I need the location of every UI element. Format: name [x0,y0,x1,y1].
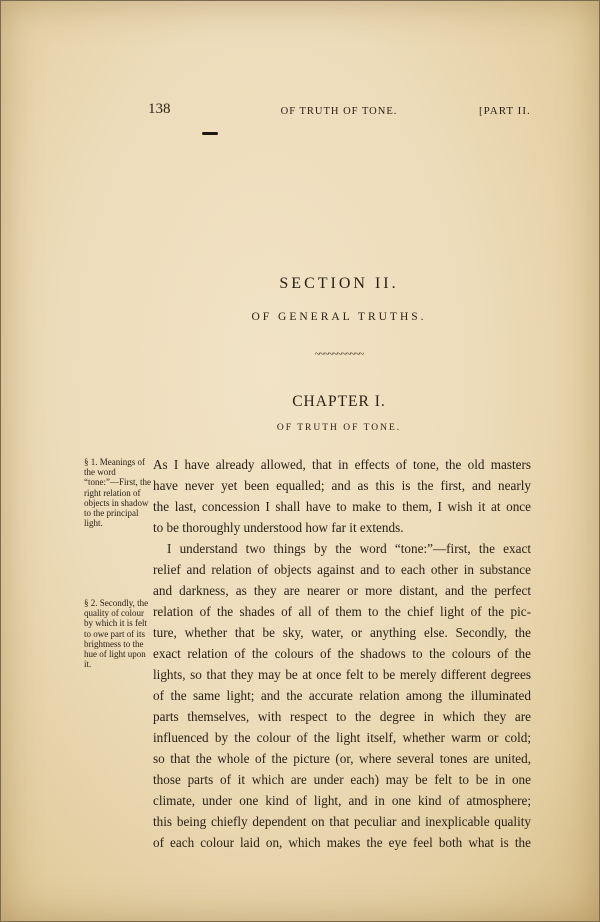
body-line: of each colour laid on, which makes the eye feel both what is the [153,835,531,850]
body-line: ture, whether that be sky, water, or anything else. Secondly, the [153,625,531,640]
ornament-divider: ~~~~~~~~~~~ [314,349,364,360]
body-line: As I have already allowed, that in effects of tone, the old masters [153,457,531,472]
body-line: this being chiefly dependent on that peculiar and inexplicable quality [153,814,531,829]
body-line: and darkness, as they are nearer or more distant, and the perfect [153,583,531,598]
body-line: to be thoroughly understood how far it extends. [153,520,404,535]
section-subtitle: OF GENERAL TRUTHS. [251,311,427,323]
section-title: SECTION II. [279,275,399,292]
ink-blemish [202,132,218,135]
body-line: relation of the shades of all of them to the chief light of the pic- [153,604,531,619]
side-note: § 2. Secondly, the quality of colour by which it is felt to owe part of its brightness to the hue of light upon it. [84,598,149,670]
body-line: relief and relation of objects against and to each other in substance [153,562,531,577]
body-line: have never yet been equalled; and as this is the first, and nearly [153,478,531,493]
body-line: lights, so that they may be at once felt to be merely different degrees [153,667,531,682]
running-title: OF TRUTH OF TONE. [280,106,398,117]
chapter-subtitle: OF TRUTH OF TONE. [276,423,402,433]
body-line: parts themselves, with respect to the degree in which they are [153,709,531,724]
side-note: § 1. Meanings of the word “tone:”—First, the right relation of objects in shadow to the principal light. [84,457,151,529]
part-label: [PART II. [479,105,531,117]
body-line: exact relation of the colours of the shadows to the colours of the [153,646,531,661]
body-line: so that the whole of the picture (or, where several tones are united, [153,751,531,766]
chapter-title: CHAPTER I. [292,393,386,410]
page-number: 138 [148,101,171,117]
body-line: the last, concession I shall have to make to them, I wish it at once [153,499,531,514]
body-line: those parts of it which are under each) may be felt to be in one [153,772,531,787]
body-line: of the same light; and the accurate relation among the illuminated [153,688,531,703]
body-line: I understand two things by the word “tone:”—first, the exact [167,541,531,556]
body-line: influenced by the colour of the light itself, whether warm or cold; [153,730,531,745]
body-line: climate, under one kind of light, and in one kind of atmosphere; [153,793,531,808]
